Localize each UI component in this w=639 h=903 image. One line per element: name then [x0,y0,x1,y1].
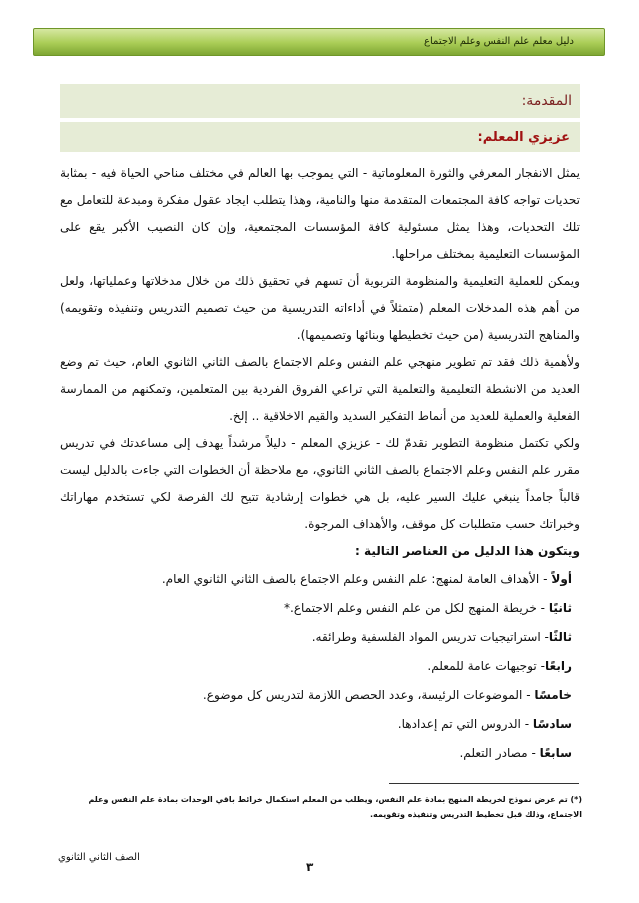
footnote: (*) تم عرض نموذج لخريطة المنهج بمادة علم النفس، ويطلب من المعلم استكمال خرائط باقي الوحدات بمادة علم النفس وعلم الاجتماع، وذلك قبل تخطيط التدريس وتنفيذه وتقويمه. [88,795,582,819]
list-item-number: خامسًا [534,688,572,702]
page-number: ٣ [306,860,314,874]
footer-grade: الصف الثاني الثانوي [58,852,140,863]
intro-title-row [60,84,580,118]
body-text [60,160,580,768]
paragraph: ولأهمية ذلك فقد تم تطوير منهجي علم النفس وعلم الاجتماع بالصف الثاني الثانوي العام، حيث تم وضع العديد من الانشطة التعليمية والتعلمية التي تراعي الفروق الفردية بين المتعلمين، وتمكنهم من الممارسة الفعلية والعملية للعديد من أنماط التفكير السديد والقيم الاخلاقية .. إلخ. [60,355,580,423]
list-item-number: رابعًا [544,659,572,673]
list-item-text: - الأهداف العامة لمنهج: علم النفس وعلم الاجتماع بالصف الثاني الثانوي العام. [161,572,552,586]
list-title: ويتكون هذا الدليل من العناصر التالية : [354,544,580,558]
list-item-text: - خريطة المنهج لكل من علم النفس وعلم الاجتماع.* [283,601,549,615]
list-item-number: ثانيًا [548,601,572,615]
paragraph: يمثل الانفجار المعرفي والثورة المعلوماتية - التي يموجب بها العالم في مختلف مناحي الحياة فيه - بمثابة تحديات تواجه كافة المجتمعات المتقدمة منها والنامية، وهذا يتطلب ايجاد عقول مفكرة ومبدعة للتعامل مع تلك التحديات، وهذا يمثل مسئولية كافة المؤسسات المجتمعية، وإن كان النصيب الأكبر يقع على المؤسسات التعليمية بمختلف مراحلها. [60,166,580,261]
list-item-number: ثالثًا [548,630,572,644]
list-item-text: - الموضوعات الرئيسة، وعدد الحصص اللازمة لتدريس كل موضوع. [202,688,535,702]
header-bar [33,28,605,56]
greeting: عزيزي المعلم: [477,129,570,145]
list-item [60,710,580,739]
list-item [60,565,580,594]
list-item-number: سادسًا [532,717,572,731]
list-item-text: - استراتيجيات تدريس المواد الفلسفية وطرائقه. [311,630,549,644]
list-item-number: سابعًا [539,746,572,760]
footnote-separator [389,783,579,784]
list-item-number: أولاً [551,572,572,586]
paragraph: ويمكن للعملية التعليمية والمنظومة التربوية أن تسهم في تحقيق ذلك من خلال مدخلاتها وعملياتها، ولعل من أهم هذه المدخلات المعلم (متمثلاً في أداءاته التدريسية من حيث تصميم التدريس وتنفيذه وتقويمه) والمناهج التدريسية (من حيث تخطيطها وبنائها وتصميمها). [60,274,580,342]
list-item [60,594,580,623]
list-item [60,681,580,710]
list-item-text: - مصادر التعلم. [459,746,540,760]
list-item-text: - توجيهات عامة للمعلم. [427,659,545,673]
list-item [60,739,580,768]
intro-title: المقدمة: [521,93,572,109]
page-content [60,84,580,768]
list-item [60,623,580,652]
paragraph: ولكي تكتمل منظومة التطوير نقدمّ لك - عزيزي المعلم - دليلاً مرشداً يهدف إلى مساعدتك في تدريس مقرر علم النفس وعلم الاجتماع بالصف الثاني الثانوي، مع ملاحظة أن الخطوات التي جاءت بالدليل ليست قالباً جامداً ينبغي عليك السير عليه، بل هي خطوات إرشادية تتيح لك الفرصة لكي تستخدم مهاراتك وخبراتك حسب متطلبات كل موقف، والأهداف المرجوة. [60,436,580,531]
greeting-row [60,122,580,152]
header-title: دليل معلم علم النفس وعلم الاجتماع [424,36,574,47]
list-item [60,652,580,681]
list-item-text: - الدروس التي تم إعدادها. [397,717,533,731]
